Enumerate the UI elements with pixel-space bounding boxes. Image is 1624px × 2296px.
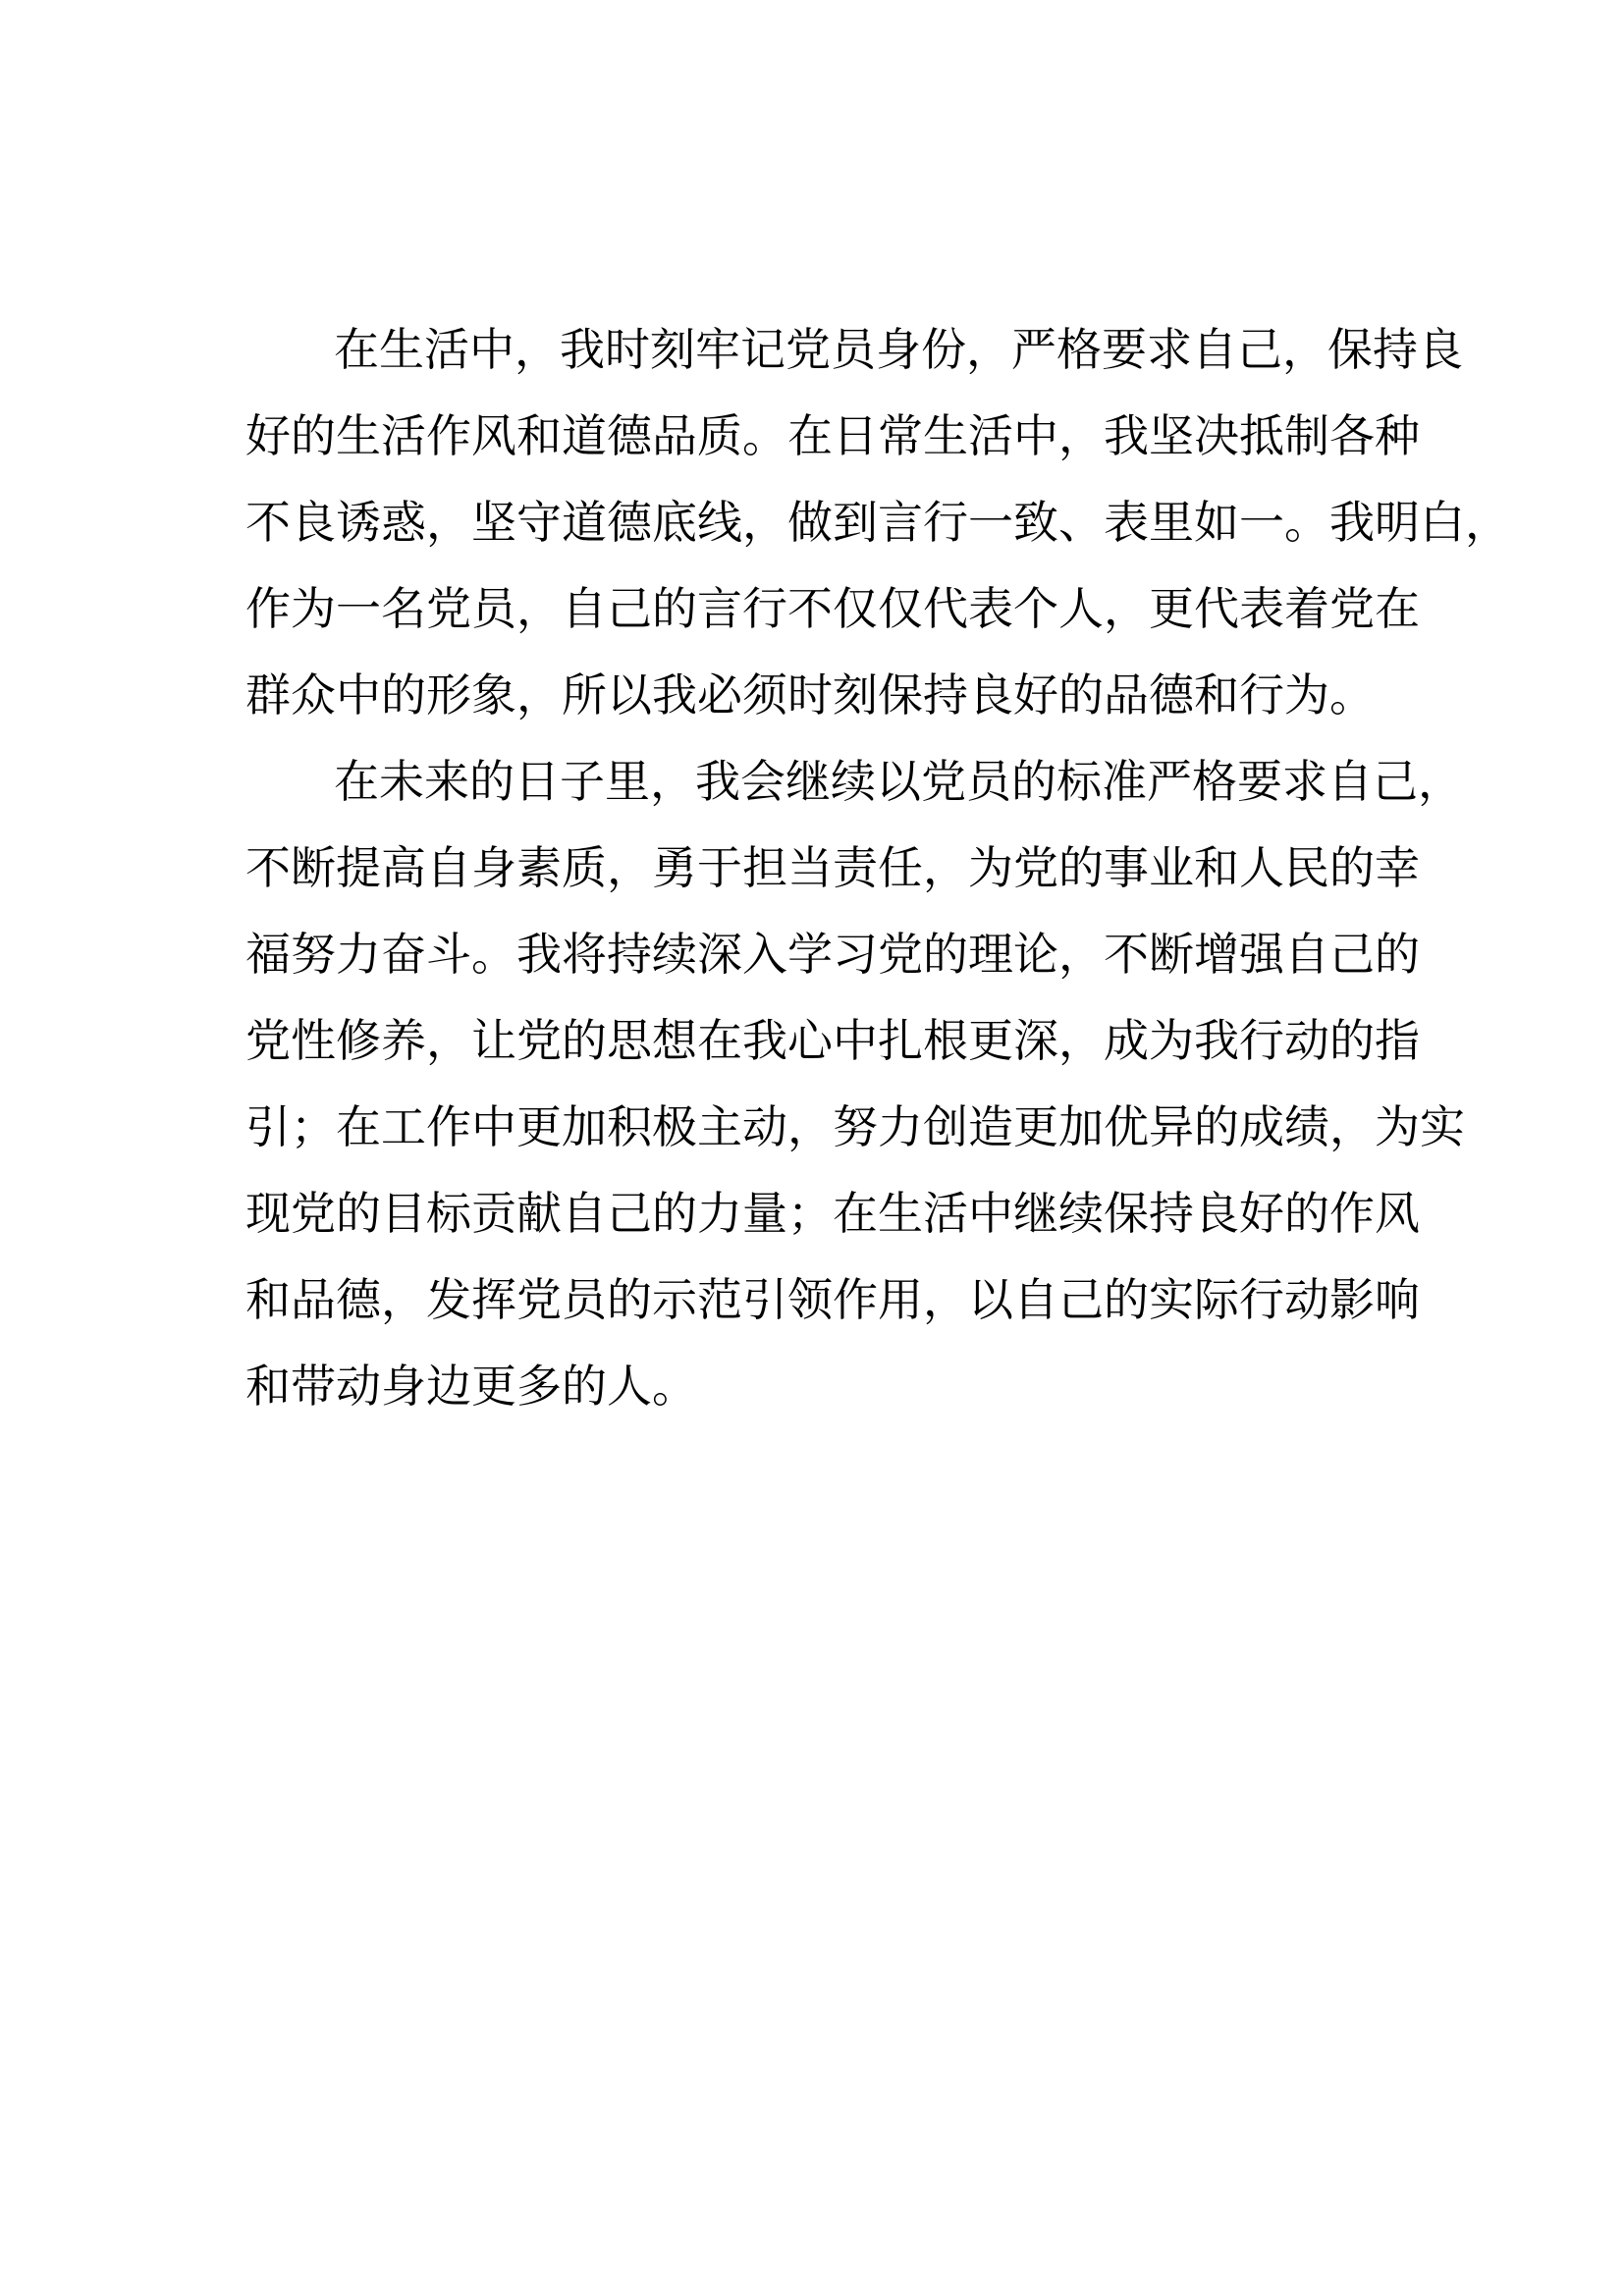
body-text [245, 306, 1510, 1429]
text-line: 不良诱惑，坚守道德底线，做到言行一致、表里如一。我明白， [245, 496, 1510, 549]
text-line: 群众中的形象，所以我必须时刻保持良好的品德和行为。 [245, 668, 1375, 721]
text-line: 好的生活作风和道德品质。在日常生活中，我坚决抵制各种 [245, 409, 1420, 462]
text-line: 不断提高自身素质，勇于担当责任，为党的事业和人民的幸 [245, 841, 1420, 894]
text-line: 和品德，发挥党员的示范引领作用，以自己的实际行动影响 [245, 1273, 1420, 1326]
text-line: 现党的目标贡献自己的力量；在生活中继续保持良好的作风 [245, 1187, 1420, 1240]
text-line: 在生活中，我时刻牢记党员身份，严格要求自己，保持良 [334, 323, 1463, 376]
text-line: 在未来的日子里，我会继续以党员的标准严格要求自己， [334, 755, 1463, 808]
text-line: 引；在工作中更加积极主动，努力创造更加优异的成绩，为实 [245, 1100, 1465, 1153]
paragraph-2 [245, 738, 1465, 1429]
text-line: 福努力奋斗。我将持续深入学习党的理论，不断增强自己的 [245, 928, 1420, 981]
text-line: 和带动身边更多的人。 [245, 1360, 697, 1413]
paragraph-1 [245, 306, 1510, 738]
text-line: 作为一名党员，自己的言行不仅仅代表个人，更代表着党在 [245, 582, 1420, 635]
text-line: 党性修养，让党的思想在我心中扎根更深，成为我行动的指 [245, 1014, 1420, 1067]
